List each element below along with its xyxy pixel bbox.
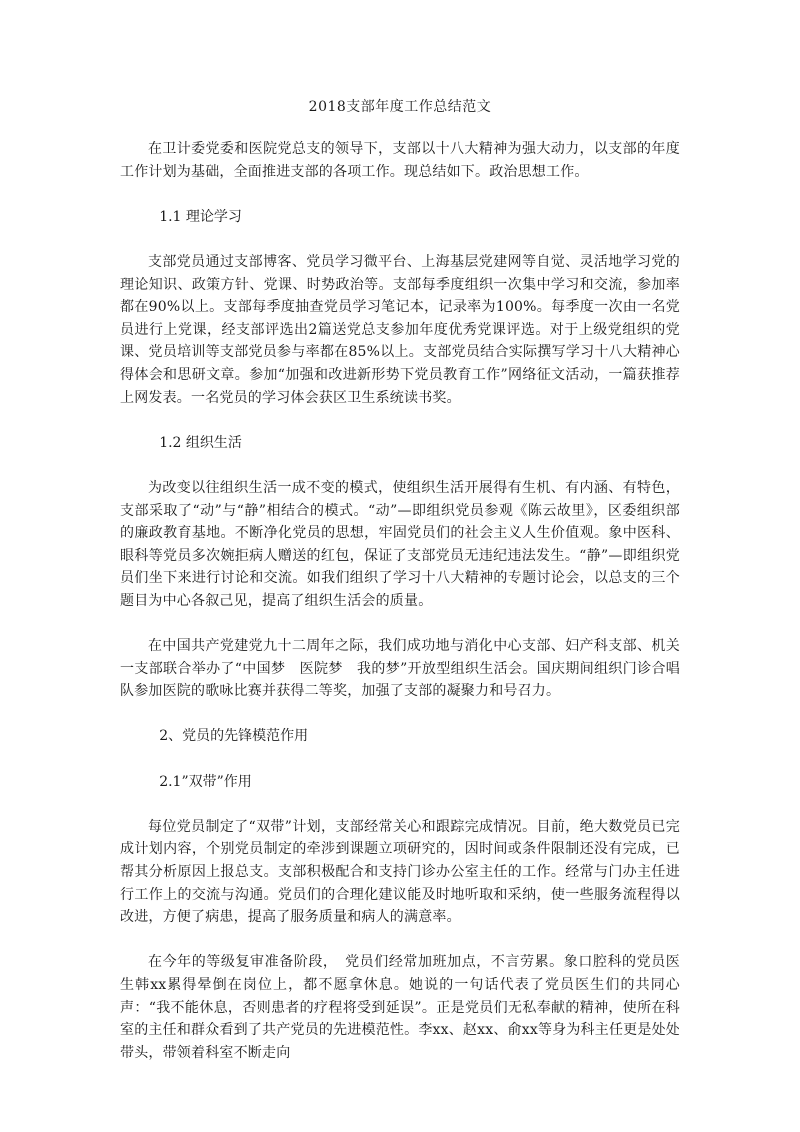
section-heading-organization-life: 1.2 组织生活	[159, 434, 242, 451]
paragraph-organization-life: 为改变以往组织生活一成不变的模式，使组织生活开展得有生机、有内涵、有特色，支部采取了“动”与“静”相结合的模式。“动”—即组织党员参观《陈云故里》，区委组织部的廉政教育基地。不断净化党员的思想，牢固党员们的社会主义人生价值观。象中医科、眼科等党员多次婉拒病人赠送的红包，保证了支部党员无违纪违法发生。“静”—即组织党员们坐下来进行讨论和交流。如我们组织了学习十八大精神的专题讨论会，以总支的三个题目为中心各叙己见，提高了组织生活会的质量。	[120, 479, 680, 609]
paragraph-joint-activities: 在中国共产党建党九十二周年之际，我们成功地与消化中心支部、妇产科支部、机关一支部联合举办了“中国梦 医院梦 我的梦”开放型组织生活会。国庆期间组织门诊合唱队参加医院的歌咏比赛并获得二等奖，加强了支部的凝聚力和号召力。	[120, 638, 680, 700]
paragraph-dual-lead: 每位党员制定了“双带”计划，支部经常关心和跟踪完成情况。目前，绝大数党员已完成计划内容，个别党员制定的牵涉到课题立项研究的，因时间或条件限制还没有完成，已帮其分析原因上报总支。支部积极配合和支持门诊办公室主任的工作。经常与门办主任进行工作上的交流与沟通。党员们的合理化建议能及时地听取和采纳，使一些服务流程得以改进，方便了病患，提高了服务质量和病人的满意率。	[120, 818, 680, 926]
document-page	[120, 96, 680, 1087]
document-title: 2018支部年度工作总结范文	[308, 99, 492, 115]
paragraph-theory-study: 支部党员通过支部博客、党员学习微平台、上海基层党建网等自觉、灵活地学习党的理论知识、政策方针、党课、时势政治等。支部每季度组织一次集中学习和交流，参加率都在90%以上。支部每季度抽查党员学习笔记本，记录率为100%。每季度一次由一名党员进行上党课，经支部评选出2篇送党总支参加年度优秀党课评选。对于上级党组织的党课、党员培训等支部党员参与率都在85%以上。支部党员结合实际撰写学习十八大精神心得体会和思研文章。参加“加强和改进新形势下党员教育工作”网络征文活动，一篇获推荐上网发表。一名党员的学习体会获区卫生系统读书奖。	[120, 253, 680, 406]
section-heading-dual-lead: 2.1”双带”作用	[159, 773, 252, 790]
paragraph-review-preparation: 在今年的等级复审准备阶段， 党员们经常加班加点，不言劳累。象口腔科的党员医生韩xx累得晕倒在岗位上，都不愿拿休息。她说的一句话代表了党员医生们的共同心声：“我不能休息，否则患者的疗程将受到延误”。正是党员们无私奉献的精神，使所在科室的主任和群众看到了共产党员的先进模范性。李xx、赵xx、俞xx等身为科主任更是处处带头，带领着科室不断走向	[120, 954, 680, 1061]
intro-paragraph: 在卫计委党委和医院党总支的领导下，支部以十八大精神为强大动力，以支部的年度工作计划为基础，全面推进支部的各项工作。现总结如下。政治思想工作。	[120, 141, 680, 180]
section-heading-theory-study: 1.1 理论学习	[159, 208, 242, 225]
section-heading-vanguard-role: 2、党员的先锋模范作用	[159, 728, 309, 745]
